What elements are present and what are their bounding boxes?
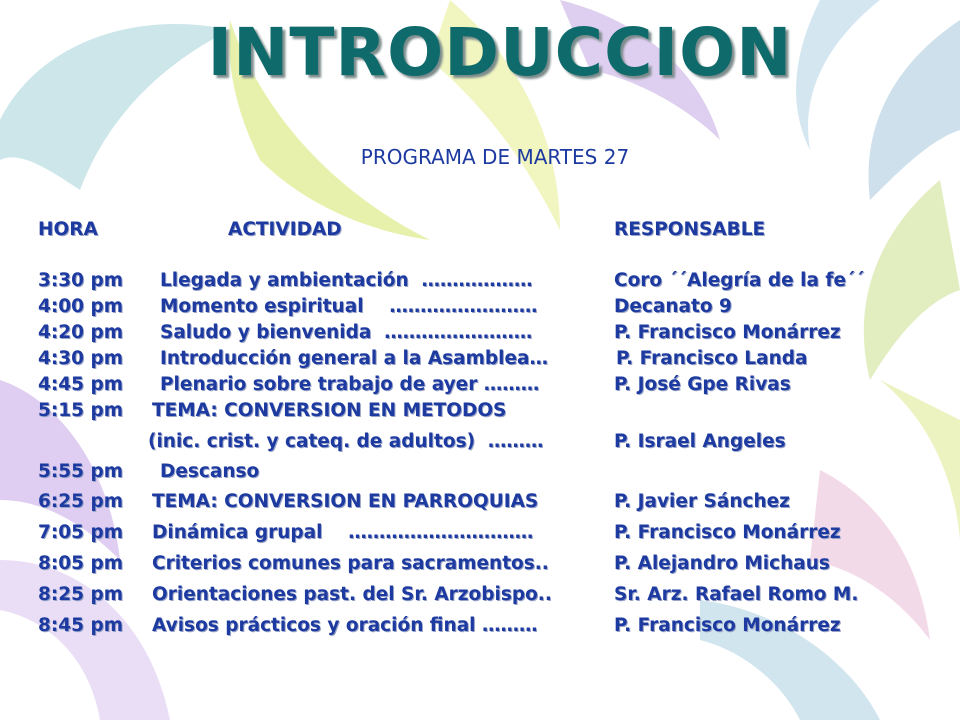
- row-time: 4:00 pm: [38, 296, 123, 317]
- row-time: 5:55 pm: [38, 461, 123, 482]
- row-responsible: P. Javier Sánchez: [614, 491, 790, 512]
- row-responsible: Coro ´´Alegría de la fe´´: [614, 270, 865, 291]
- row-activity: (inic. crist. y cateq. de adultos) ………: [148, 431, 544, 452]
- row-activity: TEMA: CONVERSION EN METODOS: [152, 400, 507, 421]
- row-time: 6:25 pm: [38, 491, 123, 512]
- row-activity: Saludo y bienvenida ……………………: [160, 322, 533, 343]
- row-responsible: P. José Gpe Rivas: [614, 374, 791, 395]
- row-responsible: P. Francisco Monárrez: [614, 522, 841, 543]
- row-activity: Momento espiritual ……………………: [160, 296, 538, 317]
- header-actividad: ACTIVIDAD: [228, 219, 342, 240]
- program-subtitle: PROGRAMA DE MARTES 27: [360, 145, 630, 169]
- row-responsible: Sr. Arz. Rafael Romo M.: [614, 584, 859, 605]
- page-title: INTRODUCCION: [207, 14, 793, 91]
- row-activity: Criterios comunes para sacramentos..: [152, 553, 549, 574]
- row-activity: Orientaciones past. del Sr. Arzobispo..: [152, 584, 552, 605]
- row-responsible: P. Israel Angeles: [614, 431, 786, 452]
- row-activity: Llegada y ambientación ………………: [160, 270, 533, 291]
- row-time: 4:30 pm: [38, 348, 123, 369]
- row-time: 3:30 pm: [38, 270, 123, 291]
- row-time: 8:25 pm: [38, 584, 123, 605]
- row-time: 5:15 pm: [38, 400, 123, 421]
- row-responsible: P. Alejandro Michaus: [614, 553, 830, 574]
- row-responsible: Decanato 9: [614, 296, 732, 317]
- row-activity: TEMA: CONVERSION EN PARROQUIAS: [152, 491, 539, 512]
- row-responsible: P. Francisco Landa: [616, 348, 808, 369]
- row-activity: Introducción general a la Asamblea…: [160, 348, 549, 369]
- row-time: 8:45 pm: [38, 615, 123, 636]
- row-time: 7:05 pm: [38, 522, 123, 543]
- header-hora: HORA: [38, 219, 98, 240]
- row-activity: Plenario sobre trabajo de ayer ………: [160, 374, 540, 395]
- row-activity: Descanso: [160, 461, 260, 482]
- row-time: 4:20 pm: [38, 322, 123, 343]
- row-activity: Dinámica grupal …………………………: [152, 522, 534, 543]
- row-responsible: P. Francisco Monárrez: [614, 322, 841, 343]
- row-responsible: P. Francisco Monárrez: [614, 615, 841, 636]
- row-activity: Avisos prácticos y oración final ………: [152, 615, 538, 636]
- row-time: 4:45 pm: [38, 374, 123, 395]
- header-responsable: RESPONSABLE: [614, 219, 766, 240]
- row-time: 8:05 pm: [38, 553, 123, 574]
